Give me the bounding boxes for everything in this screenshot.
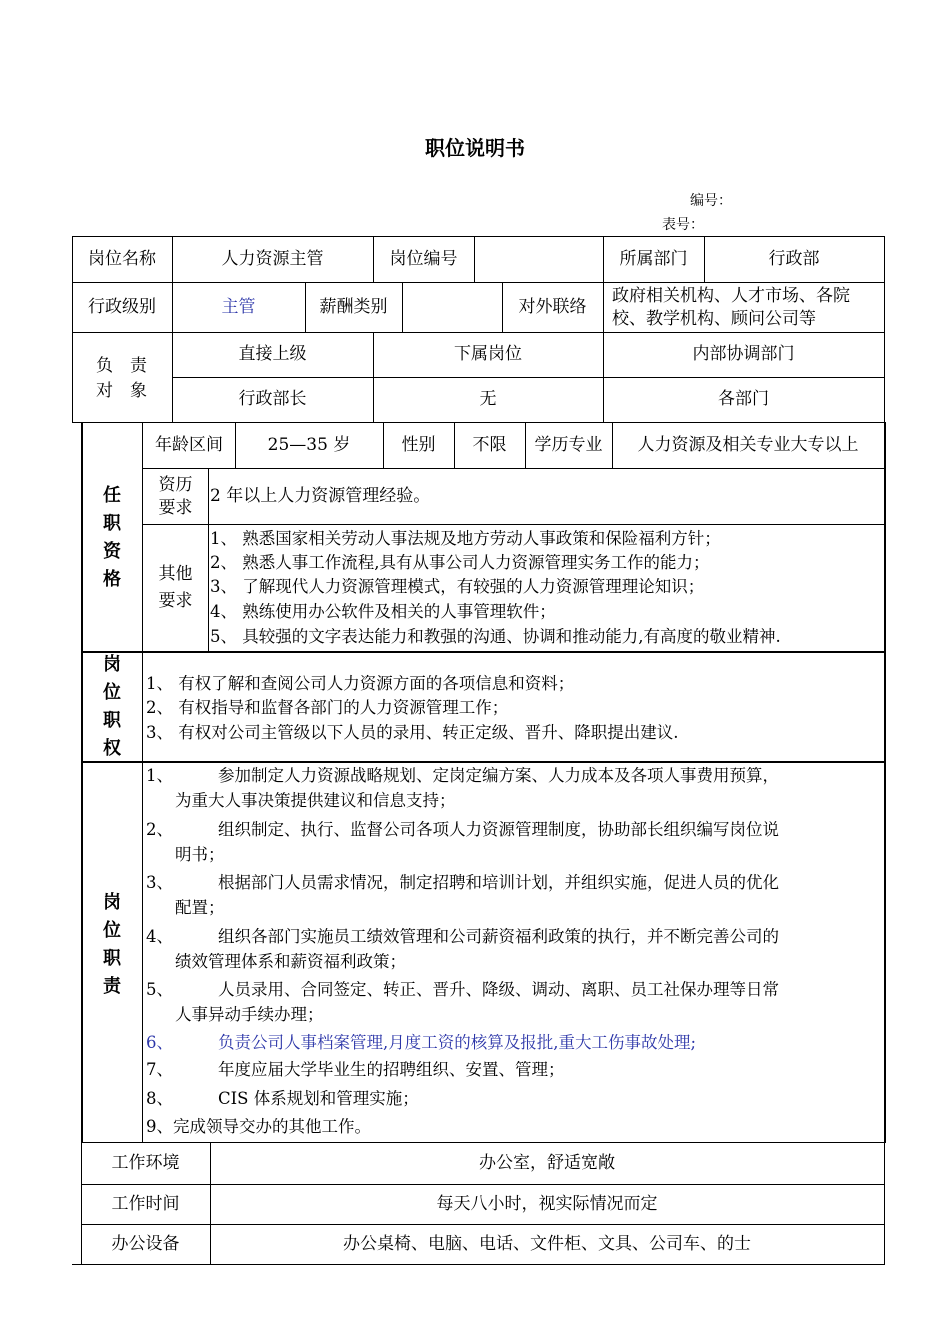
side-char: 岗 xyxy=(103,654,121,675)
internal-dept-value: 各部门 xyxy=(718,389,769,409)
form-label: 表号： xyxy=(662,217,704,233)
salary-type-value xyxy=(402,282,502,332)
duty-text-cont: 明书； xyxy=(175,845,225,864)
duty-number: 7、 xyxy=(146,1060,173,1079)
side-char: 岗 xyxy=(103,892,121,913)
resp-target-label-1: 负 责 xyxy=(96,356,147,376)
admin-level-value: 主管 xyxy=(221,296,256,317)
authority-item: 3、 有权对公司主管级以下人员的录用、转正定级、晋升、降职提出建议. xyxy=(146,723,679,742)
resp-target-label-2: 对 象 xyxy=(96,381,147,401)
authority-item: 1、 有权了解和查阅公司人力资源方面的各项信息和资料； xyxy=(146,674,575,693)
subordinate-value: 无 xyxy=(479,389,497,409)
duty-text: 组织各部门实施员工绩效管理和公司薪资福利政策的执行，并不断完善公司的 xyxy=(218,927,779,946)
duty-text: 参加制定人力资源战略规划、定岗定编方案、人力成本及各项人事费用预算， xyxy=(218,766,779,785)
position-name-label: 岗位名称 xyxy=(88,248,156,269)
work-env-value: 办公室，舒适宽敞 xyxy=(479,1153,615,1173)
salary-type-label: 薪酬类别 xyxy=(319,296,388,317)
other-req-label-2: 要求 xyxy=(158,591,193,611)
education-label: 学历专业 xyxy=(534,434,603,455)
position-name-value: 人力资源主管 xyxy=(221,248,324,269)
duty-text-highlight: 负责公司人事档案管理,月度工资的核算及报批,重大工伤事故处理; xyxy=(218,1033,697,1052)
age-value: 25—35 岁 xyxy=(267,434,351,455)
duty-text: 根据部门人员需求情况，制定招聘和培训计划，并组织实施，促进人员的优化 xyxy=(218,873,779,892)
qualification-side-label xyxy=(82,468,142,608)
gender-value: 不限 xyxy=(472,434,507,455)
experience-value: 2 年以上人力资源管理经验。 xyxy=(210,486,431,506)
duty-number: 8、 xyxy=(146,1089,173,1108)
position-code-value xyxy=(474,236,603,282)
other-req-item: 1、 熟悉国家相关劳动人事法规及地方劳动人事政策和保险福利方针； xyxy=(210,529,721,548)
duty-number: 4、 xyxy=(146,927,173,946)
duty-text: 9、完成领导交办的其他工作。 xyxy=(146,1117,371,1136)
other-req-item: 5、 具较强的文字表达能力和教强的沟通、协调和推动能力,有高度的敬业精神. xyxy=(210,627,781,646)
experience-label-2: 要求 xyxy=(158,498,193,518)
superior-label: 直接上级 xyxy=(238,344,307,364)
duty-number: 3、 xyxy=(146,873,173,892)
position-code-label: 岗位编号 xyxy=(389,248,458,269)
duty-text-cont: 人事异动手续办理； xyxy=(175,1005,324,1024)
equipment-label: 办公设备 xyxy=(111,1233,180,1254)
superior-value: 行政部长 xyxy=(238,389,307,409)
side-char: 格 xyxy=(103,569,121,590)
side-char: 位 xyxy=(103,920,121,941)
equipment-value: 办公桌椅、电脑、电话、文件柜、文具、公司车、的士 xyxy=(343,1233,751,1254)
code-label: 编号： xyxy=(690,193,732,209)
duty-text-cont: 配置； xyxy=(175,898,225,917)
work-time-label: 工作时间 xyxy=(111,1193,180,1214)
side-char: 位 xyxy=(103,682,121,703)
side-char: 职 xyxy=(103,710,121,731)
external-label: 对外联络 xyxy=(518,296,587,317)
duty-number: 2、 xyxy=(146,820,173,839)
duty-text: CIS 体系规划和管理实施； xyxy=(218,1089,419,1108)
work-time-value: 每天八小时，视实际情况而定 xyxy=(436,1193,658,1214)
age-label: 年龄区间 xyxy=(155,434,223,455)
external-value-line2: 校、教学机构、顾问公司等 xyxy=(612,309,816,329)
duties-side-label xyxy=(82,880,142,1010)
side-char: 责 xyxy=(103,976,121,997)
duty-number: 6、 xyxy=(146,1033,173,1052)
side-char: 职 xyxy=(103,948,121,969)
side-char: 任 xyxy=(103,485,121,506)
side-char: 权 xyxy=(103,738,121,759)
duty-number: 1、 xyxy=(146,766,173,785)
duty-text-cont: 绩效管理体系和薪资福利政策； xyxy=(175,952,406,971)
side-char: 职 xyxy=(103,513,121,534)
duty-text: 组织制定、执行、监督公司各项人力资源管理制度，协助部长组织编写岗位说 xyxy=(218,820,779,839)
other-req-item: 2、 熟悉人事工作流程,具有从事公司人力资源管理实务工作的能力； xyxy=(210,553,710,572)
dept-label: 所属部门 xyxy=(619,248,688,269)
external-value-line1: 政府相关机构、人才市场、各院 xyxy=(612,286,850,306)
side-char: 资 xyxy=(103,541,121,562)
other-req-label-1: 其他 xyxy=(158,564,193,584)
dept-value: 行政部 xyxy=(768,248,820,269)
work-env-label: 工作环境 xyxy=(111,1153,180,1173)
education-value: 人力资源及相关专业大专以上 xyxy=(637,434,859,455)
experience-label-1: 资历 xyxy=(158,475,193,495)
authority-side-label xyxy=(82,654,142,760)
authority-item: 2、 有权指导和监督各部门的人力资源管理工作； xyxy=(146,698,509,717)
subordinate-label: 下属岗位 xyxy=(454,344,522,364)
duty-text: 人员录用、合同签定、转正、晋升、降级、调动、离职、员工社保办理等日常 xyxy=(218,980,779,999)
duty-text: 年度应届大学毕业生的招聘组织、安置、管理； xyxy=(218,1060,565,1079)
internal-dept-label: 内部协调部门 xyxy=(692,344,795,364)
gender-label: 性别 xyxy=(401,434,436,455)
other-req-item: 4、 熟练使用办公软件及相关的人事管理软件； xyxy=(210,602,556,621)
other-req-item: 3、 了解现代人力资源管理模式，有较强的人力资源管理理论知识； xyxy=(210,577,705,596)
admin-level-label: 行政级别 xyxy=(88,296,156,317)
duty-text-cont: 为重大人事决策提供建议和信息支持； xyxy=(175,791,456,810)
page-title: 职位说明书 xyxy=(425,136,525,160)
duty-number: 5、 xyxy=(146,980,173,999)
